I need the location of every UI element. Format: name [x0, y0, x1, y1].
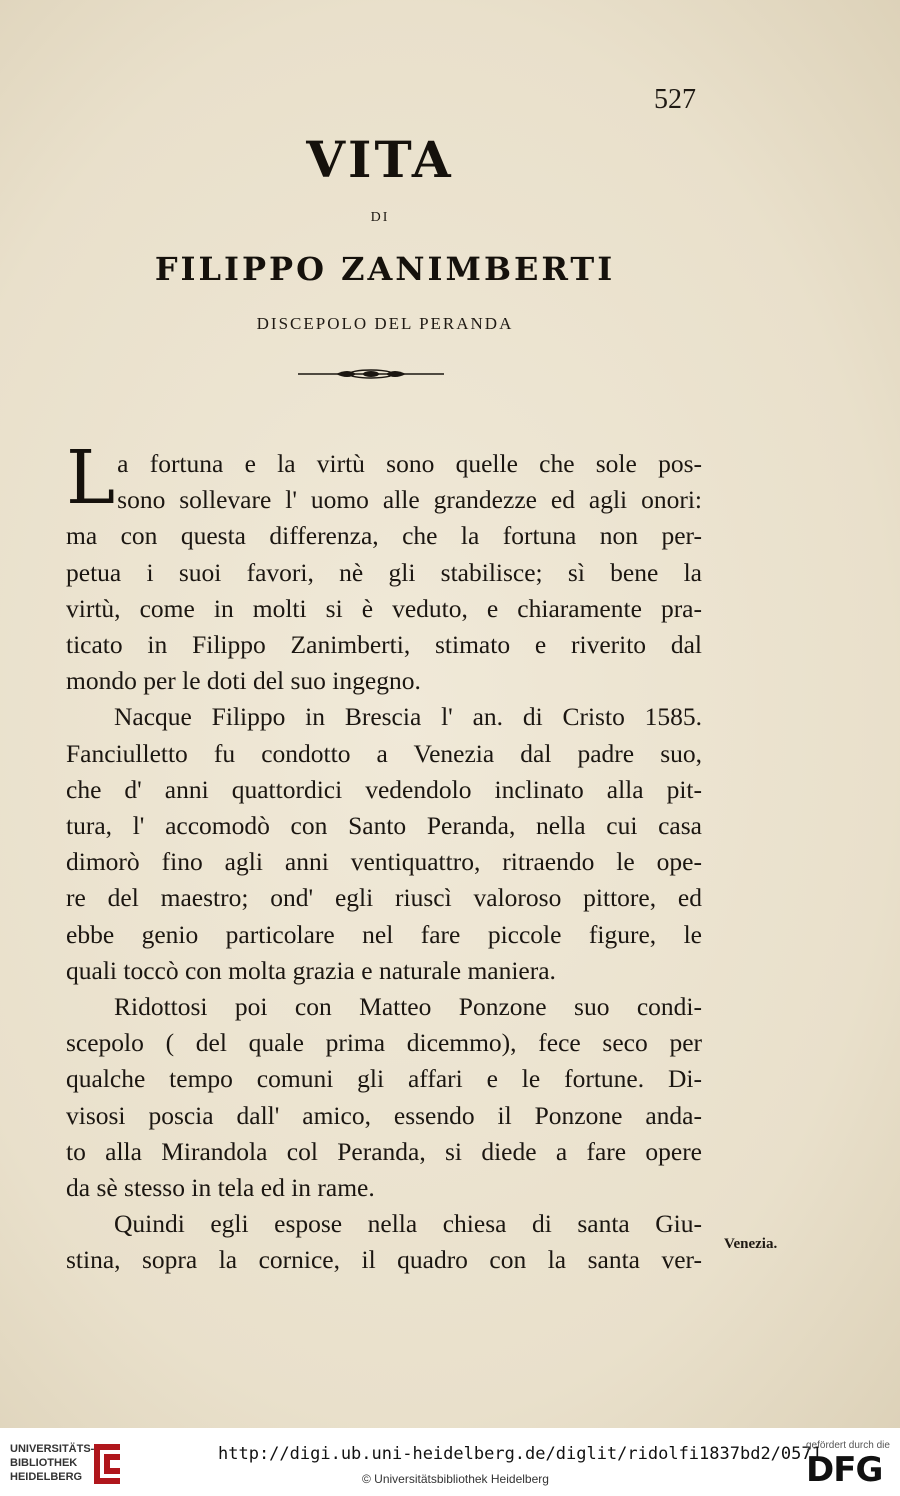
footer-bar — [0, 1428, 900, 1496]
subject-subtitle: DISCEPOLO DEL PERANDA — [256, 314, 514, 333]
text-line: stina, sopra la cornice, il quadro con la santa ver- — [66, 1245, 702, 1275]
text-line: che d' anni quattordici vedendolo inclinato alla pit- — [66, 774, 702, 804]
text-line: ticato in Filippo Zanimberti, stimato e riverito dal — [66, 630, 702, 660]
page-number: 527 — [654, 84, 696, 115]
body-text — [66, 435, 702, 1279]
text-line: mondo per le doti del suo ingegno. — [66, 666, 421, 696]
text-line: to alla Mirandola col Peranda, si diede a fare opere — [66, 1136, 702, 1166]
subject-name: FILIPPO ZANIMBERTI — [154, 250, 616, 288]
text-line: Ridottosi poi con Matteo Ponzone suo condi- — [114, 992, 702, 1022]
text-line: sono sollevare l' uomo alle grandezze ed agli onori: — [117, 485, 702, 515]
text-line: ma con questa differenza, che la fortuna non per- — [66, 521, 702, 551]
text-line: qualche tempo comuni gli affari e le fortune. Di- — [66, 1064, 702, 1094]
text-line: quali toccò con molta grazia e naturale maniera. — [66, 955, 556, 985]
text-line: Fanciulletto fu condotto a Venezia dal padre suo, — [66, 738, 702, 768]
funded-by-label: gefördert durch die — [806, 1440, 890, 1451]
text-line: scepolo ( del quale prima dicemmo), fece seco per — [66, 1028, 702, 1058]
title-connector: DI — [370, 210, 390, 225]
dfg-logo: DFG — [806, 1450, 883, 1490]
library-name: UNIVERSITÄTS- BIBLIOTHEK HEIDELBERG — [10, 1443, 95, 1483]
text-line: petua i suoi favori, nè gli stabilisce; sì bene la — [66, 557, 702, 587]
copyright-notice: © Universitätsbibliothek Heidelberg — [362, 1472, 549, 1486]
text-line: Quindi egli espose nella chiesa di santa Giu- — [114, 1209, 702, 1239]
text-line: Nacque Filippo in Brescia l' an. di Cristo 1585. — [114, 702, 702, 732]
text-line: da sè stesso in tela ed in rame. — [66, 1173, 375, 1203]
ornament-divider-icon — [296, 366, 446, 382]
drop-cap: L — [66, 435, 116, 521]
permalink-url[interactable]: http://digi.ub.uni-heidelberg.de/diglit/ridolfi1837bd2/0571 — [218, 1444, 822, 1464]
library-logo-icon — [92, 1442, 122, 1486]
text-line: ebbe genio particolare nel fare piccole figure, le — [66, 919, 702, 949]
margin-note: Venezia. — [724, 1236, 778, 1252]
text-line: re del maestro; ond' egli riuscì valoroso pittore, ed — [66, 883, 702, 913]
text-line: dimorò fino agli anni ventiquattro, ritraendo le ope- — [66, 847, 702, 877]
text-line: virtù, come in molti si è veduto, e chiaramente pra- — [66, 593, 702, 623]
text-line: tura, l' accomodò con Santo Peranda, nella cui casa — [66, 811, 702, 841]
chapter-title: VITA — [306, 130, 454, 189]
text-line: visosi poscia dall' amico, essendo il Ponzone anda- — [66, 1100, 702, 1130]
text-line: a fortuna e la virtù sono quelle che sole pos- — [117, 449, 702, 478]
